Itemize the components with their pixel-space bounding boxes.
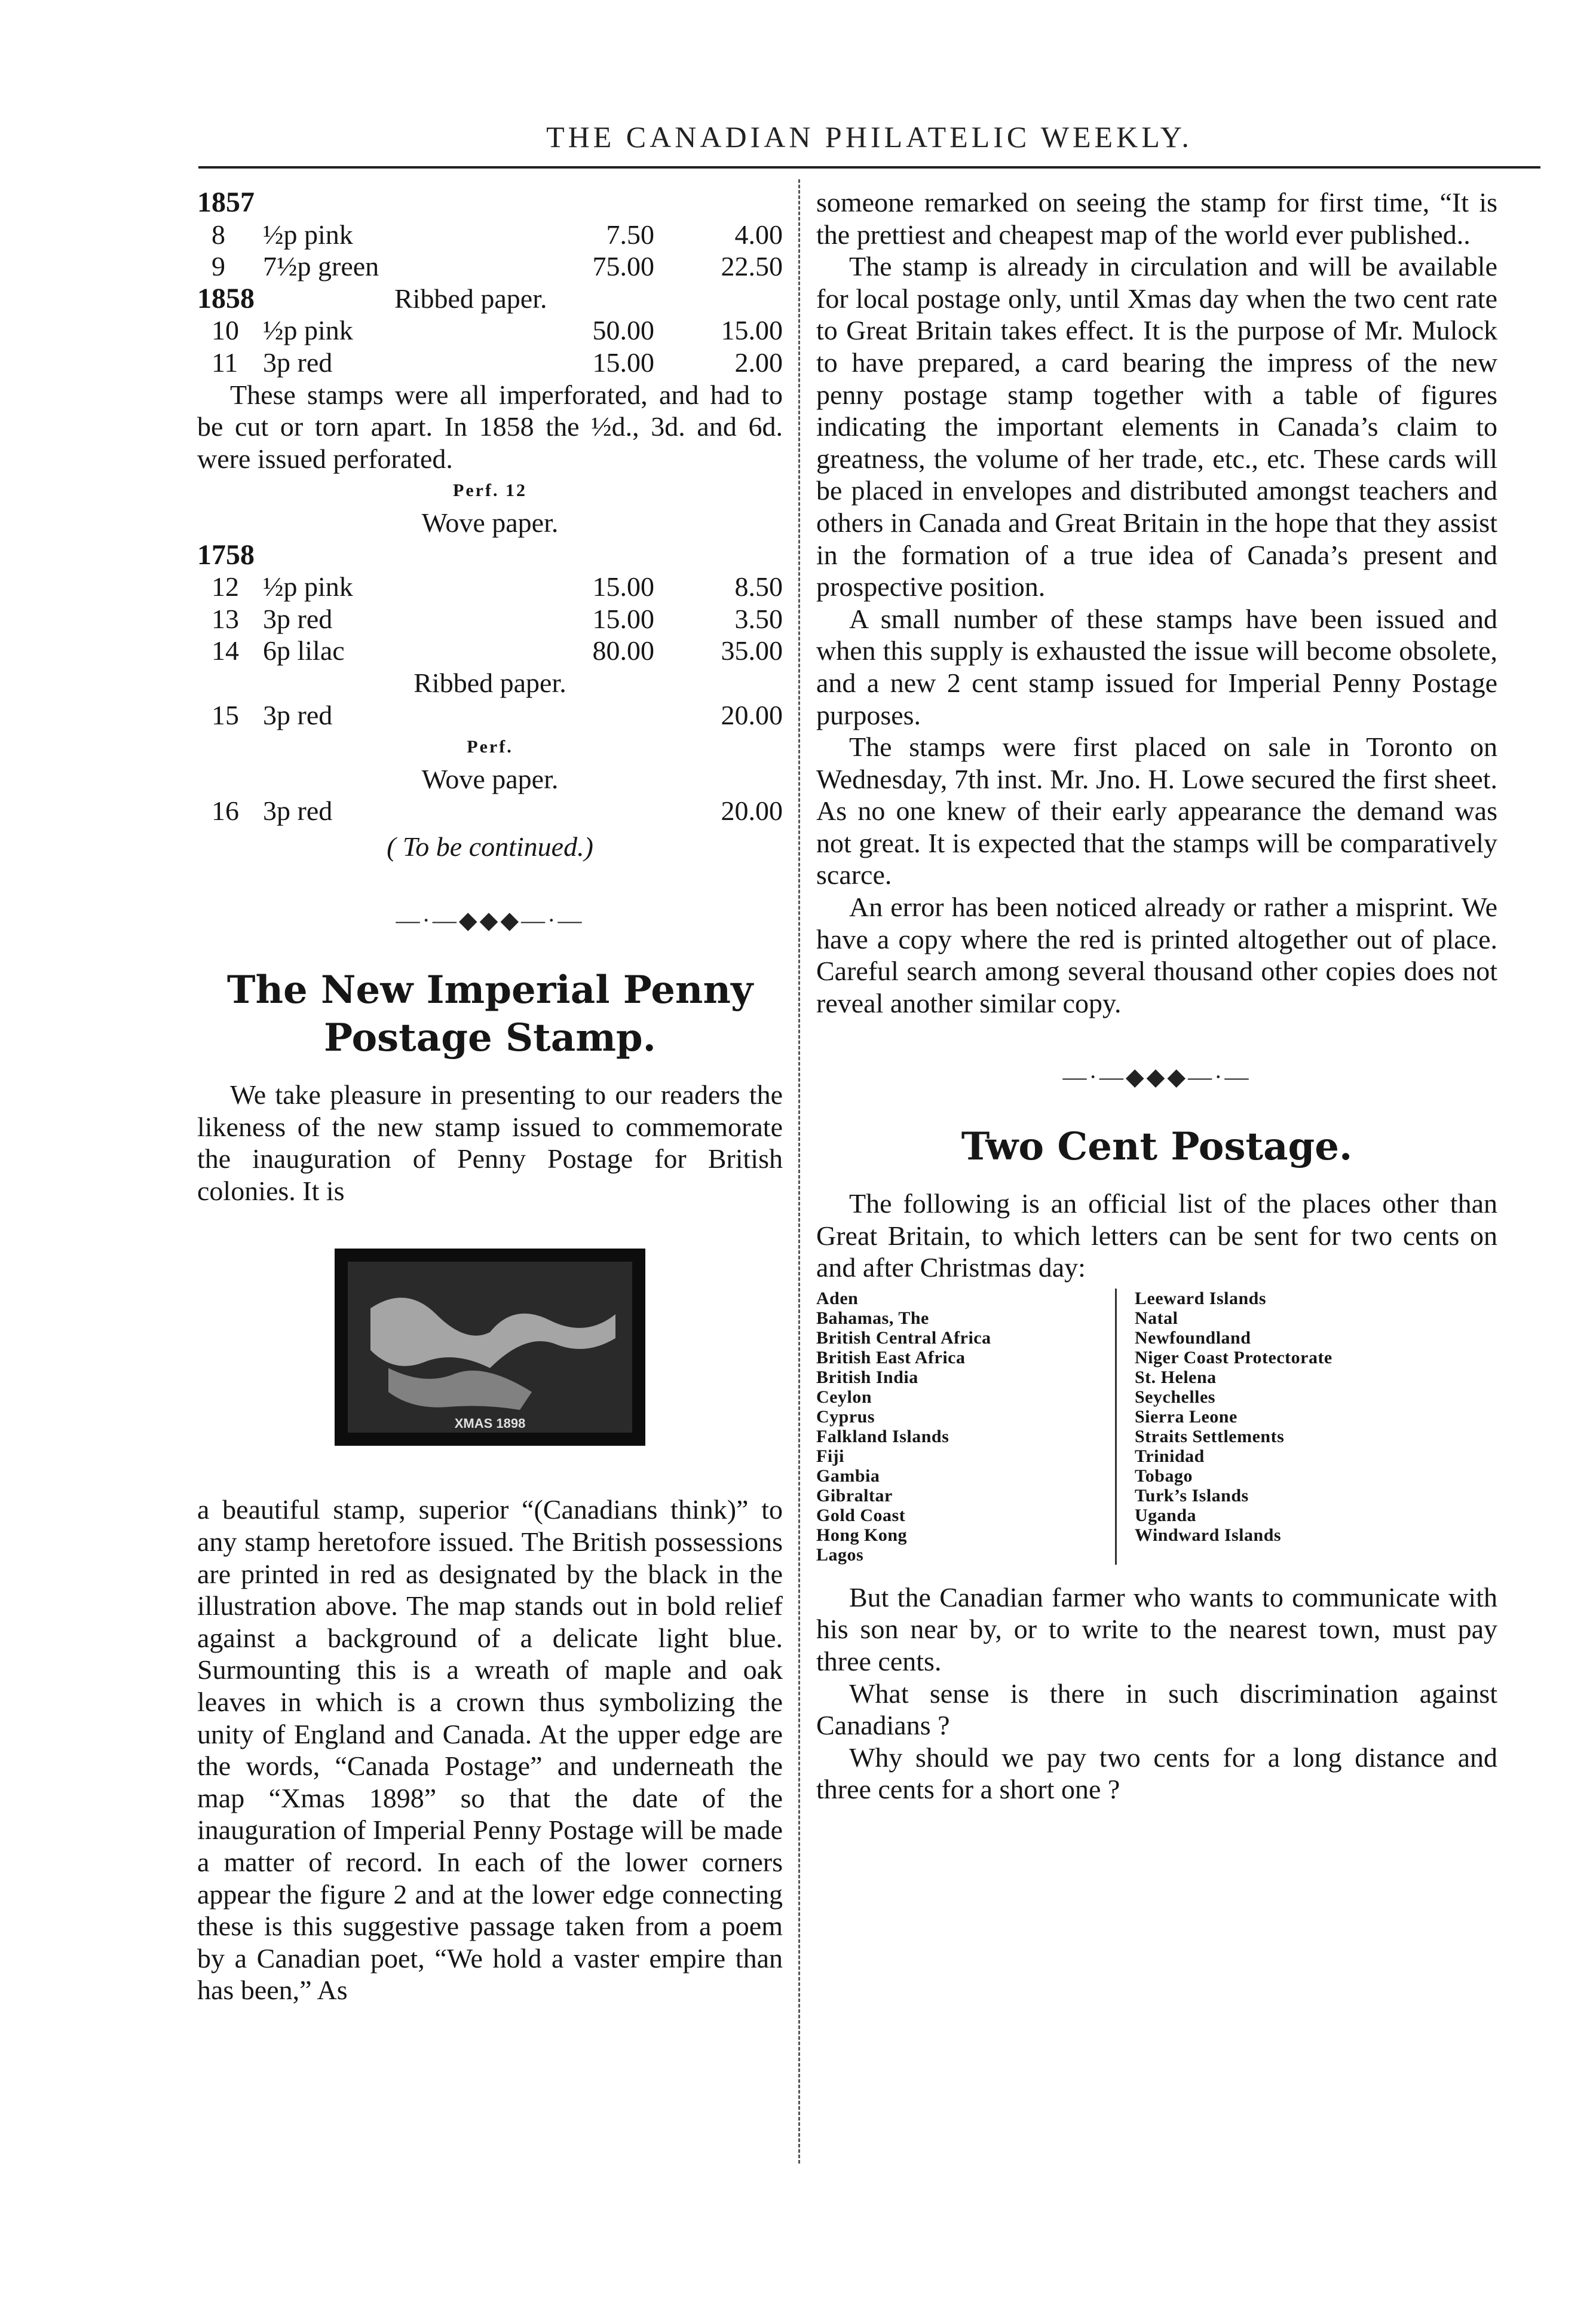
catalog-section-1857 <box>197 186 783 283</box>
place-item: Gambia <box>816 1465 880 1486</box>
paragraph: The stamp is already in circulation and will be available for local postage only, until Xmas day when the two cent rate to Great Britain takes effect. It is the purpose of Mr. Mulock to have prepared, a card bearing the impress of the new penny postage stamp together with a table of figures indicating the important elements in Canada’s claim to greatness, the volume of her trade, etc., etc. These cards will be placed in envelopes and distributed amongst teachers and others in Canada and Great Britain in the hope that they assist in the formation of a true idea of Canada’s present and prospective position. <box>816 251 1497 602</box>
catalog-row: 10 ½p pink 50.00 15.00 <box>212 315 783 346</box>
header-rule <box>198 166 1540 169</box>
place-item: Niger Coast Protectorate <box>1135 1347 1332 1367</box>
paper-note: Ribbed paper. <box>394 283 547 314</box>
year-heading: 1857 <box>197 186 255 218</box>
place-item: Sierra Leone <box>1135 1406 1237 1427</box>
paragraph: What sense is there in such discrimination against Canadians ? <box>816 1678 1497 1741</box>
place-item: Aden <box>816 1288 859 1308</box>
page-header: THE CANADIAN PHILATELIC WEEKLY. <box>546 120 1193 154</box>
column-divider <box>798 179 800 2164</box>
perf-note: Perf. 12 <box>453 481 527 501</box>
paragraph: Why should we pay two cents for a long distance and three cents for a short one ? <box>816 1742 1497 1805</box>
right-column <box>816 186 1497 1806</box>
catalog-row: 16 3p red 20.00 <box>212 795 783 827</box>
catalog-row: 12 ½p pink 15.00 8.50 <box>212 571 783 602</box>
paragraph: The following is an official list of the places other than Great Britain, to which letters can be sent for two cents on and after Christmas day: <box>816 1188 1497 1283</box>
place-item: Ceylon <box>816 1387 872 1407</box>
catalog-row: 8 ½p pink 7.50 4.00 <box>212 219 783 250</box>
place-item: British Central Africa <box>816 1327 991 1348</box>
place-item: Newfoundland <box>1135 1327 1251 1348</box>
paragraph: An error has been noticed already or rather a misprint. We have a copy where the red is printed altogether out of place. Careful search among several thousand other copies does not reveal another similar copy. <box>816 892 1497 1018</box>
place-item: Natal <box>1135 1308 1178 1328</box>
place-item: Hong Kong <box>816 1525 908 1545</box>
place-item: Straits Settlements <box>1135 1426 1285 1446</box>
place-item: Gold Coast <box>816 1505 906 1525</box>
paragraph: But the Canadian farmer who wants to communicate with his son near by, or to write to the nearest town, must pay three cents. <box>816 1581 1497 1676</box>
divider-ornament: —·—◆◆◆—·— <box>396 907 584 934</box>
place-item: Fiji <box>816 1446 844 1466</box>
places-list <box>816 1289 1497 1565</box>
catalog-row: 9 7½p green 75.00 22.50 <box>212 251 783 282</box>
article-intro: We take pleasure in presenting to our readers the likeness of the new stamp issued to commemorate the inauguration of Penny Postage for British colonies. It is <box>197 1079 783 1206</box>
imperf-note: These stamps were all imperforated, and had to be cut or torn apart. In 1858 the ½d., 3d. and 6d. were issued perforated. <box>197 379 783 474</box>
paper-note: Wove paper. <box>421 763 559 794</box>
catalog-row: 11 3p red 15.00 2.00 <box>212 347 783 378</box>
place-item: Cyprus <box>816 1406 875 1427</box>
place-item: Uganda <box>1135 1505 1197 1525</box>
catalog-row: 15 3p red 20.00 <box>212 699 783 730</box>
catalog-row: 13 3p red 15.00 3.50 <box>212 603 783 634</box>
places-list-left <box>816 1289 1115 1565</box>
stamp-illustration <box>335 1249 645 1446</box>
place-item: Leeward Islands <box>1135 1288 1267 1308</box>
paragraph: The stamps were first placed on sale in Toronto on Wednesday, 7th inst. Mr. Jno. H. Lowe secured the first sheet. As no one knew of their early appearance the demand was not great. It is expected that the stamps will be comparatively scarce. <box>816 732 1497 891</box>
place-item: Gibraltar <box>816 1485 893 1506</box>
perf-note: Perf. <box>467 737 513 757</box>
places-list-right <box>1115 1289 1445 1565</box>
catalog-section-1858 <box>197 283 783 379</box>
place-item: Bahamas, The <box>816 1308 929 1328</box>
place-item: British East Africa <box>816 1347 966 1367</box>
paragraph: someone remarked on seeing the stamp for first time, “It is the prettiest and cheapest map of the world ever published.. <box>816 187 1497 250</box>
place-item: British India <box>816 1367 918 1387</box>
left-column <box>197 186 783 2006</box>
place-item: Tobago <box>1135 1465 1193 1486</box>
place-item: Lagos <box>816 1544 864 1565</box>
place-item: Turk’s Islands <box>1135 1485 1249 1506</box>
paper-note: Ribbed paper. <box>413 667 566 698</box>
stamp-caption: XMAS 1898 <box>454 1416 526 1431</box>
paragraph: A small number of these stamps have been issued and when this supply is exhausted the issue will become obsolete, and a new 2 cent stamp issued for Imperial Penny Postage purposes. <box>816 603 1497 730</box>
continued-note: ( To be continued.) <box>387 831 593 862</box>
section-title: Two Cent Postage. <box>961 1124 1353 1170</box>
divider-ornament: —·—◆◆◆—·— <box>1062 1063 1251 1091</box>
catalog-row: 14 6p lilac 80.00 35.00 <box>212 635 783 666</box>
place-item: Trinidad <box>1135 1446 1205 1466</box>
article-body: a beautiful stamp, superior “(Canadians think)” to any stamp heretofore issued. The British possessions are printed in red as designated by the black in the illustration above. The map stands out in bold relief against a background of a delicate light blue. Surmounting this is a wreath of maple and oak leaves in which is a crown thus symbolizing the unity of England and Canada. At the upper edge are the words, “Canada Postage” and underneath the map “Xmas 1898” so that the date of the inauguration of Imperial Penny Postage will be made a matter of record. In each of the lower corners appear the figure 2 and at the lower edge connecting these is this suggestive passage taken from a poem by a Canadian poet, “We hold a vaster empire than has been,” As <box>197 1494 783 2006</box>
place-item: Falkland Islands <box>816 1426 949 1446</box>
year-heading: 1758 <box>197 538 255 571</box>
article-title: The New Imperial Penny Postage Stamp. <box>226 968 753 1061</box>
place-item: Windward Islands <box>1135 1525 1282 1545</box>
paper-note: Wove paper. <box>421 507 559 538</box>
year-heading: 1858 <box>197 282 255 314</box>
place-item: Seychelles <box>1135 1387 1215 1407</box>
place-item: St. Helena <box>1135 1367 1217 1387</box>
